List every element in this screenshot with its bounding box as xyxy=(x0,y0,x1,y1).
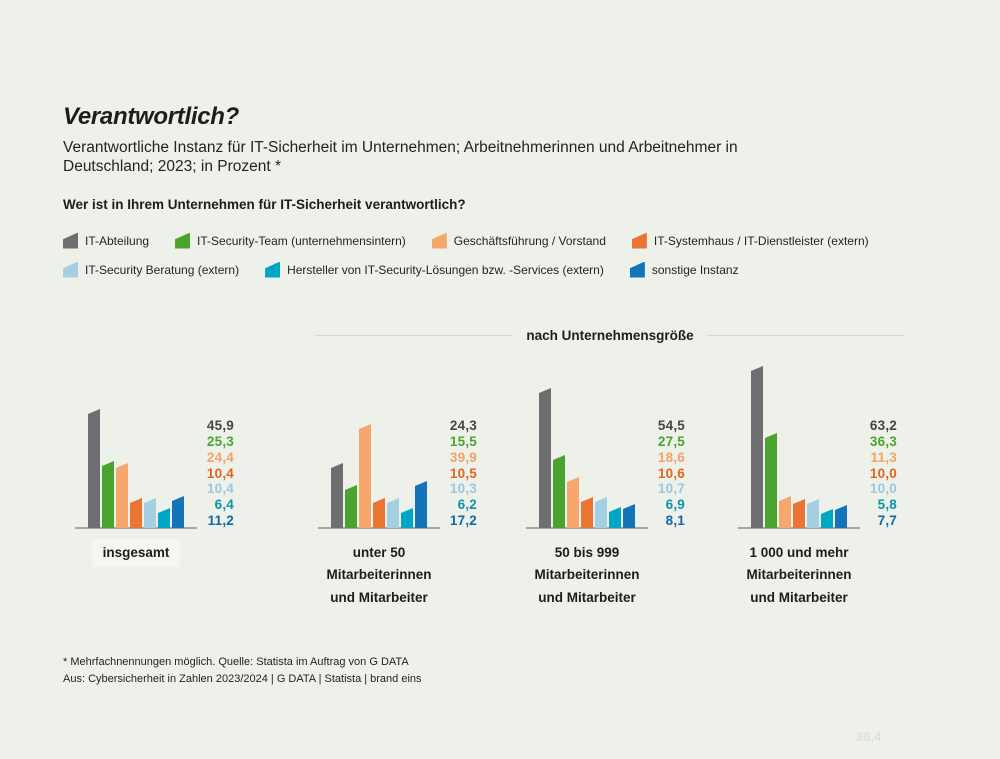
legend xyxy=(63,230,973,288)
group-label-line: Mitarbeiterinnen xyxy=(746,567,852,583)
value-label: 25,3 xyxy=(206,433,234,449)
value-label: 7,7 xyxy=(877,513,897,529)
ghost-faded-value: 36,4 xyxy=(856,729,882,744)
value-label: 11,3 xyxy=(870,449,897,465)
divider-line-right xyxy=(707,335,905,336)
value-label: 15,5 xyxy=(449,433,477,449)
group-label xyxy=(492,542,682,609)
legend-item xyxy=(432,233,606,249)
legend-item xyxy=(63,233,149,249)
legend-marker-icon xyxy=(63,233,78,249)
group-label-line: Mitarbeiterinnen xyxy=(534,567,640,583)
legend-row-1 xyxy=(63,230,973,251)
value-label: 10,4 xyxy=(206,465,234,481)
bar xyxy=(401,508,413,528)
value-label: 45,9 xyxy=(206,418,234,433)
legend-item-label: IT-Security-Team (unternehmensintern) xyxy=(197,233,406,248)
group-label-line: unter 50 xyxy=(352,545,406,560)
legend-marker-icon xyxy=(432,233,447,249)
value-label: 10,0 xyxy=(869,481,897,497)
legend-item-label: IT-Security Beratung (extern) xyxy=(85,262,240,277)
bar xyxy=(779,496,791,528)
value-label: 10,3 xyxy=(449,481,477,497)
bar xyxy=(102,461,114,528)
bar xyxy=(331,463,343,528)
legend-row-2 xyxy=(63,259,973,280)
bar xyxy=(821,509,833,528)
value-label: 10,5 xyxy=(449,465,477,481)
subtitle-line-1: Verantwortliche Instanz für IT-Sicherheit im Unternehmen; Arbeitnehmerinnen und Arbeitnehmer in xyxy=(63,139,738,156)
subtitle xyxy=(63,139,893,176)
value-label: 8,1 xyxy=(665,513,685,529)
page-title: Verantwortlich? xyxy=(63,103,239,130)
legend-item xyxy=(265,262,604,278)
value-label: 18,6 xyxy=(657,449,685,465)
bar xyxy=(807,499,819,528)
bar xyxy=(581,497,593,528)
value-label: 17,2 xyxy=(449,513,477,529)
group-label-line: und Mitarbeiter xyxy=(330,589,428,605)
bar xyxy=(751,366,763,528)
value-label: 10,7 xyxy=(657,481,685,497)
bar xyxy=(793,499,805,528)
legend-item xyxy=(632,233,869,249)
bar xyxy=(609,507,621,528)
value-label: 24,3 xyxy=(449,418,477,433)
footnote-line-2: Aus: Cybersicherheit in Zahlen 2023/2024 | G DATA | Statista | brand eins xyxy=(63,672,422,685)
bar xyxy=(144,498,156,528)
legend-item-label: IT-Abteilung xyxy=(85,233,150,248)
value-label: 10,4 xyxy=(206,481,234,497)
bar xyxy=(595,497,607,528)
value-label: 5,8 xyxy=(877,497,897,513)
value-label: 6,4 xyxy=(214,497,234,513)
legend-marker-icon xyxy=(632,233,647,249)
legend-item-label: IT-Systemhaus / IT-Dienstleister (extern) xyxy=(653,233,869,248)
footnote xyxy=(63,654,422,687)
group-label-line: und Mitarbeiter xyxy=(750,589,848,605)
value-label: 11,2 xyxy=(207,513,234,529)
value-labels xyxy=(174,418,234,529)
chart-question: Wer ist in Ihrem Unternehmen für IT-Sicherheit verantwortlich? xyxy=(63,197,466,212)
value-label: 63,2 xyxy=(869,418,897,433)
legend-item-label: Geschäftsführung / Vorstand xyxy=(453,233,606,248)
legend-item xyxy=(63,262,239,278)
divider-line-left xyxy=(315,335,513,336)
legend-marker-icon xyxy=(175,233,190,249)
bar xyxy=(765,433,777,528)
bar xyxy=(387,498,399,528)
bar xyxy=(539,388,551,528)
bar xyxy=(359,424,371,528)
legend-marker-icon xyxy=(630,262,645,278)
bar xyxy=(116,463,128,528)
group-label xyxy=(284,542,474,609)
bar xyxy=(158,508,170,528)
value-labels xyxy=(625,418,685,529)
section-header-label: nach Unternehmensgröße xyxy=(526,328,694,343)
value-label: 24,4 xyxy=(206,449,234,465)
value-label: 36,3 xyxy=(869,433,897,449)
value-label: 54,5 xyxy=(657,418,685,433)
bar xyxy=(553,455,565,528)
group-label-line: und Mitarbeiter xyxy=(538,589,636,605)
value-label: 10,0 xyxy=(869,465,897,481)
legend-marker-icon xyxy=(265,262,280,278)
section-header xyxy=(315,328,905,343)
group-label xyxy=(41,539,231,567)
value-label: 6,2 xyxy=(457,497,477,513)
group-label-line: 50 bis 999 xyxy=(554,545,620,560)
bar xyxy=(88,409,100,528)
footnote-line-1: * Mehrfachnennungen möglich. Quelle: Statista im Auftrag von G DATA xyxy=(63,656,409,668)
value-label: 39,9 xyxy=(449,449,477,465)
bar xyxy=(567,477,579,528)
legend-item-label: Hersteller von IT-Security-Lösungen bzw. -Services (extern) xyxy=(287,262,604,277)
value-label: 27,5 xyxy=(657,433,685,449)
value-label: 10,6 xyxy=(657,465,685,481)
value-label: 6,9 xyxy=(665,497,685,513)
legend-item xyxy=(175,233,406,249)
bar xyxy=(345,485,357,528)
value-labels xyxy=(837,418,897,529)
value-labels xyxy=(417,418,477,529)
legend-marker-icon xyxy=(63,262,78,278)
group-label-line: 1 000 und mehr xyxy=(749,545,849,560)
group-label-line: Mitarbeiterinnen xyxy=(326,567,432,583)
legend-item-label: sonstige Instanz xyxy=(651,262,739,277)
subtitle-line-2: Deutschland; 2023; in Prozent * xyxy=(63,157,281,175)
bar xyxy=(373,498,385,528)
legend-item xyxy=(630,262,739,278)
group-label-text: insgesamt xyxy=(92,539,181,567)
bar xyxy=(130,498,142,528)
group-label xyxy=(704,542,894,609)
